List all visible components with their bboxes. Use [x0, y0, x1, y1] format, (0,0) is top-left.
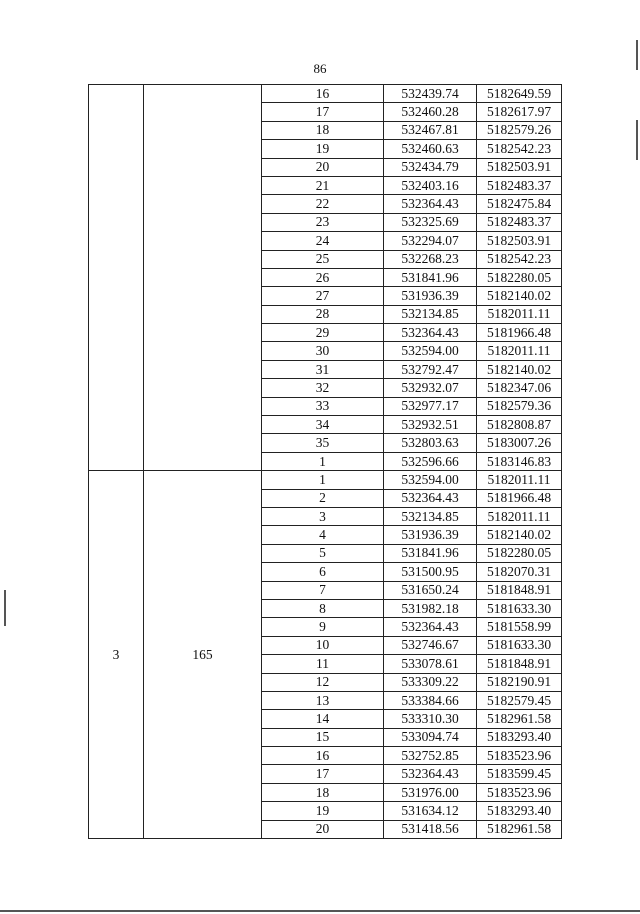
- x-coordinate-cell: 532594.00: [384, 471, 477, 489]
- point-number-cell: 11: [262, 655, 384, 673]
- y-coordinate-cell: 5182070.31: [477, 563, 562, 581]
- coordinates-table-body: [89, 85, 562, 839]
- y-coordinate-cell: 5182011.11: [477, 305, 562, 323]
- point-number-cell: 16: [262, 85, 384, 103]
- x-coordinate-cell: 532460.63: [384, 140, 477, 158]
- scan-edge-mark: [0, 910, 640, 912]
- y-coordinate-cell: 5181633.30: [477, 636, 562, 654]
- point-number-cell: 10: [262, 636, 384, 654]
- y-coordinate-cell: 5183523.96: [477, 747, 562, 765]
- x-coordinate-cell: 532364.43: [384, 618, 477, 636]
- y-coordinate-cell: 5182280.05: [477, 544, 562, 562]
- y-coordinate-cell: 5181966.48: [477, 489, 562, 507]
- x-coordinate-cell: 531841.96: [384, 268, 477, 286]
- x-coordinate-cell: 532594.00: [384, 342, 477, 360]
- y-coordinate-cell: 5182140.02: [477, 287, 562, 305]
- y-coordinate-cell: 5182579.26: [477, 121, 562, 139]
- point-number-cell: 1: [262, 452, 384, 470]
- scan-edge-mark: [4, 590, 6, 626]
- point-number-cell: 14: [262, 710, 384, 728]
- y-coordinate-cell: 5182649.59: [477, 85, 562, 103]
- x-coordinate-cell: 532403.16: [384, 176, 477, 194]
- point-number-cell: 34: [262, 416, 384, 434]
- scan-edge-mark: [636, 120, 638, 160]
- x-coordinate-cell: 533384.66: [384, 691, 477, 709]
- x-coordinate-cell: 531418.56: [384, 820, 477, 838]
- y-coordinate-cell: 5182579.45: [477, 691, 562, 709]
- y-coordinate-cell: 5182961.58: [477, 710, 562, 728]
- y-coordinate-cell: 5183293.40: [477, 728, 562, 746]
- coordinates-table: [88, 84, 562, 839]
- x-coordinate-cell: 532932.07: [384, 379, 477, 397]
- area-cell: [144, 85, 262, 471]
- x-coordinate-cell: 532932.51: [384, 416, 477, 434]
- x-coordinate-cell: 533309.22: [384, 673, 477, 691]
- y-coordinate-cell: 5183523.96: [477, 783, 562, 801]
- x-coordinate-cell: 531936.39: [384, 526, 477, 544]
- x-coordinate-cell: 532977.17: [384, 397, 477, 415]
- x-coordinate-cell: 532325.69: [384, 213, 477, 231]
- point-number-cell: 2: [262, 489, 384, 507]
- x-coordinate-cell: 532134.85: [384, 305, 477, 323]
- point-number-cell: 28: [262, 305, 384, 323]
- y-coordinate-cell: 5182475.84: [477, 195, 562, 213]
- y-coordinate-cell: 5182483.37: [477, 213, 562, 231]
- x-coordinate-cell: 532434.79: [384, 158, 477, 176]
- x-coordinate-cell: 532364.43: [384, 489, 477, 507]
- point-number-cell: 1: [262, 471, 384, 489]
- x-coordinate-cell: 533078.61: [384, 655, 477, 673]
- point-number-cell: 19: [262, 802, 384, 820]
- y-coordinate-cell: 5182961.58: [477, 820, 562, 838]
- point-number-cell: 31: [262, 360, 384, 378]
- point-number-cell: 4: [262, 526, 384, 544]
- x-coordinate-cell: 531841.96: [384, 544, 477, 562]
- y-coordinate-cell: 5183146.83: [477, 452, 562, 470]
- x-coordinate-cell: 533310.30: [384, 710, 477, 728]
- y-coordinate-cell: 5182542.23: [477, 140, 562, 158]
- y-coordinate-cell: 5182011.11: [477, 342, 562, 360]
- y-coordinate-cell: 5181848.91: [477, 655, 562, 673]
- section-number-cell: [89, 85, 144, 471]
- point-number-cell: 18: [262, 783, 384, 801]
- y-coordinate-cell: 5181633.30: [477, 599, 562, 617]
- x-coordinate-cell: 532294.07: [384, 232, 477, 250]
- y-coordinate-cell: 5183007.26: [477, 434, 562, 452]
- area-cell: 165: [144, 471, 262, 839]
- point-number-cell: 29: [262, 324, 384, 342]
- x-coordinate-cell: 531982.18: [384, 599, 477, 617]
- table-row: [89, 471, 562, 489]
- y-coordinate-cell: 5182483.37: [477, 176, 562, 194]
- point-number-cell: 33: [262, 397, 384, 415]
- page-number: 86: [313, 61, 327, 76]
- point-number-cell: 32: [262, 379, 384, 397]
- x-coordinate-cell: 532746.67: [384, 636, 477, 654]
- point-number-cell: 12: [262, 673, 384, 691]
- y-coordinate-cell: 5182542.23: [477, 250, 562, 268]
- x-coordinate-cell: 532596.66: [384, 452, 477, 470]
- x-coordinate-cell: 533094.74: [384, 728, 477, 746]
- point-number-cell: 23: [262, 213, 384, 231]
- point-number-cell: 8: [262, 599, 384, 617]
- y-coordinate-cell: 5182140.02: [477, 360, 562, 378]
- x-coordinate-cell: 532364.43: [384, 324, 477, 342]
- point-number-cell: 21: [262, 176, 384, 194]
- y-coordinate-cell: 5183599.45: [477, 765, 562, 783]
- point-number-cell: 24: [262, 232, 384, 250]
- x-coordinate-cell: 532364.43: [384, 195, 477, 213]
- point-number-cell: 16: [262, 747, 384, 765]
- y-coordinate-cell: 5182617.97: [477, 103, 562, 121]
- point-number-cell: 17: [262, 103, 384, 121]
- y-coordinate-cell: 5182347.06: [477, 379, 562, 397]
- x-coordinate-cell: 531500.95: [384, 563, 477, 581]
- point-number-cell: 22: [262, 195, 384, 213]
- x-coordinate-cell: 532752.85: [384, 747, 477, 765]
- y-coordinate-cell: 5182503.91: [477, 232, 562, 250]
- y-coordinate-cell: 5182011.11: [477, 471, 562, 489]
- point-number-cell: 15: [262, 728, 384, 746]
- point-number-cell: 26: [262, 268, 384, 286]
- y-coordinate-cell: 5182011.11: [477, 507, 562, 525]
- x-coordinate-cell: 532364.43: [384, 765, 477, 783]
- point-number-cell: 5: [262, 544, 384, 562]
- point-number-cell: 19: [262, 140, 384, 158]
- x-coordinate-cell: 531936.39: [384, 287, 477, 305]
- x-coordinate-cell: 532460.28: [384, 103, 477, 121]
- y-coordinate-cell: 5182190.91: [477, 673, 562, 691]
- x-coordinate-cell: 532467.81: [384, 121, 477, 139]
- point-number-cell: 18: [262, 121, 384, 139]
- point-number-cell: 27: [262, 287, 384, 305]
- scan-edge-mark: [636, 40, 638, 70]
- section-number-cell: 3: [89, 471, 144, 839]
- x-coordinate-cell: 531634.12: [384, 802, 477, 820]
- point-number-cell: 20: [262, 158, 384, 176]
- point-number-cell: 35: [262, 434, 384, 452]
- point-number-cell: 17: [262, 765, 384, 783]
- x-coordinate-cell: 532268.23: [384, 250, 477, 268]
- point-number-cell: 9: [262, 618, 384, 636]
- y-coordinate-cell: 5182808.87: [477, 416, 562, 434]
- y-coordinate-cell: 5181966.48: [477, 324, 562, 342]
- y-coordinate-cell: 5182503.91: [477, 158, 562, 176]
- point-number-cell: 13: [262, 691, 384, 709]
- point-number-cell: 7: [262, 581, 384, 599]
- y-coordinate-cell: 5181558.99: [477, 618, 562, 636]
- y-coordinate-cell: 5183293.40: [477, 802, 562, 820]
- y-coordinate-cell: 5182579.36: [477, 397, 562, 415]
- point-number-cell: 25: [262, 250, 384, 268]
- point-number-cell: 6: [262, 563, 384, 581]
- y-coordinate-cell: 5182140.02: [477, 526, 562, 544]
- x-coordinate-cell: 532439.74: [384, 85, 477, 103]
- x-coordinate-cell: 531976.00: [384, 783, 477, 801]
- x-coordinate-cell: 532803.63: [384, 434, 477, 452]
- point-number-cell: 20: [262, 820, 384, 838]
- y-coordinate-cell: 5182280.05: [477, 268, 562, 286]
- x-coordinate-cell: 532134.85: [384, 507, 477, 525]
- y-coordinate-cell: 5181848.91: [477, 581, 562, 599]
- x-coordinate-cell: 532792.47: [384, 360, 477, 378]
- point-number-cell: 3: [262, 507, 384, 525]
- point-number-cell: 30: [262, 342, 384, 360]
- x-coordinate-cell: 531650.24: [384, 581, 477, 599]
- table-row: [89, 85, 562, 103]
